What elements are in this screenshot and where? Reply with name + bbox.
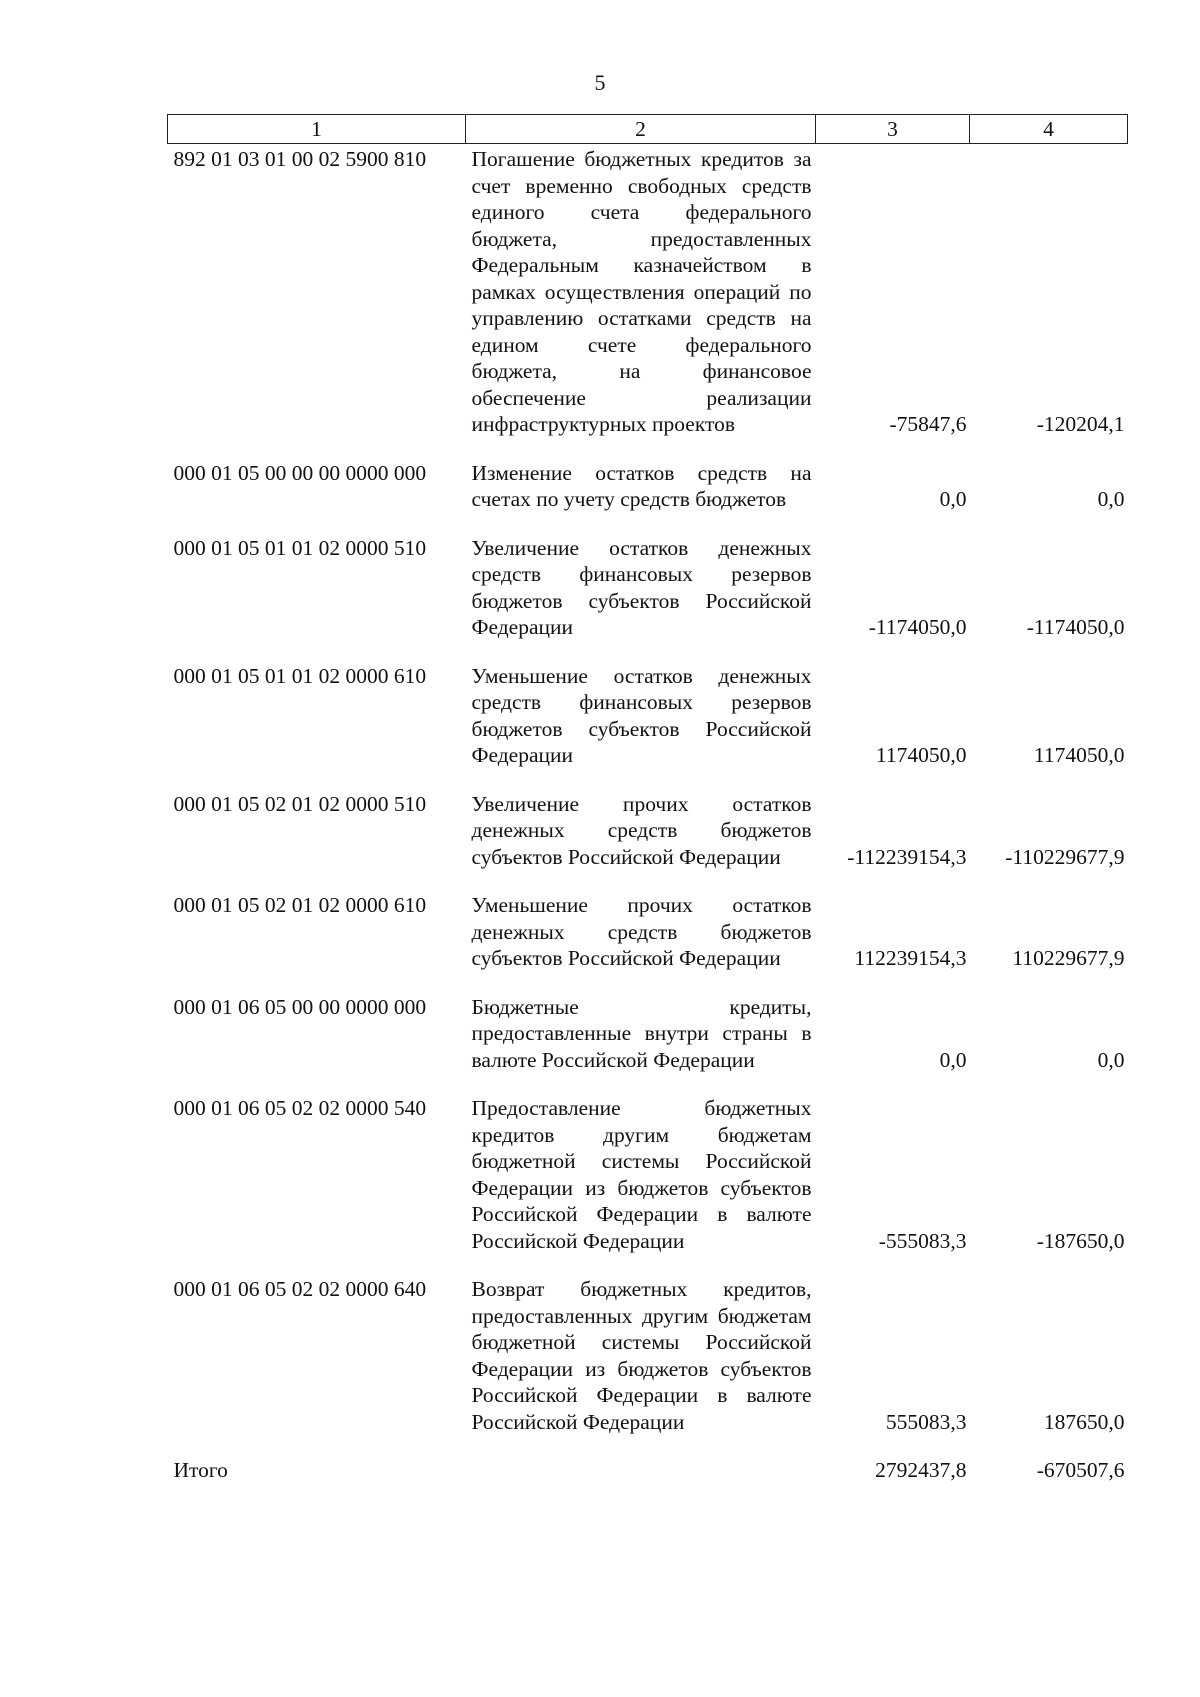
total-col3: 2792437,8 xyxy=(875,1458,967,1482)
value-col3: 0,0 xyxy=(939,487,967,511)
total-row xyxy=(168,1457,1128,1484)
budget-code: 000 01 06 05 02 02 0000 540 xyxy=(173,1096,427,1120)
value-col3: -1174050,0 xyxy=(868,615,967,639)
row-description: Бюджетные кредиты, предоставленные внутри страны в валюте Российской Федерации xyxy=(471,994,812,1072)
total-col4: -670507,6 xyxy=(1036,1458,1125,1482)
value-col3: 1174050,0 xyxy=(875,743,967,767)
budget-code: 000 01 05 02 01 02 0000 510 xyxy=(173,791,427,816)
row-description: Погашение бюджетных кредитов за счет временно свободных средств единого счета федерального бюджета, предоставленных Федеральным казначейством в рамках осуществления операций по управлению остатками средств на едином счете федерального бюджета, на финансовое обеспечение реализации инфраструктурных проектов xyxy=(471,147,812,436)
table-row xyxy=(168,1095,1128,1276)
table-row xyxy=(168,460,1128,535)
value-col3: 0,0 xyxy=(939,1047,967,1072)
row-description: Предоставление бюджетных кредитов другим бюджетам бюджетной системы Российской Федерации из бюджетов субъектов Российской Федерации в валюте Российской Федерации xyxy=(471,1096,812,1253)
value-col3: 112239154,3 xyxy=(854,946,967,970)
budget-code: 000 01 05 02 01 02 0000 610 xyxy=(173,893,427,917)
row-description: Уменьшение остатков денежных средств финансовых резервов бюджетов субъектов Российской Федерации xyxy=(471,663,812,767)
budget-code: 000 01 06 05 02 02 0000 640 xyxy=(173,1277,427,1301)
table-row xyxy=(168,663,1128,791)
row-description: Увеличение остатков денежных средств финансовых резервов бюджетов субъектов Российской Федерации xyxy=(471,535,812,639)
column-header-1: 1 xyxy=(168,115,466,144)
budget-code: 000 01 06 05 00 00 0000 000 xyxy=(173,994,427,1019)
value-col4: 187650,0 xyxy=(1043,1409,1125,1434)
row-description: Возврат бюджетных кредитов, предоставленных другим бюджетам бюджетной системы Российской Федерации из бюджетов субъектов Российской Федерации в валюте Российской Федерации xyxy=(471,1277,812,1434)
table-row xyxy=(168,892,1128,994)
budget-table xyxy=(167,114,1128,1484)
table-row xyxy=(168,994,1128,1096)
table-body xyxy=(168,144,1128,1484)
table-row xyxy=(168,535,1128,663)
budget-code: 000 01 05 01 01 02 0000 610 xyxy=(173,663,427,688)
page-number: 5 xyxy=(594,70,606,95)
row-description: Уменьшение прочих остатков денежных средств бюджетов субъектов Российской Федерации xyxy=(471,893,812,970)
table-row xyxy=(168,1276,1128,1457)
value-col4: 0,0 xyxy=(1097,1047,1125,1072)
value-col4: -110229677,9 xyxy=(1005,844,1125,869)
total-label: Итого xyxy=(173,1458,228,1482)
row-description: Изменение остатков средств на счетах по учету средств бюджетов xyxy=(471,460,812,511)
value-col4: 110229677,9 xyxy=(1012,946,1125,970)
budget-code: 892 01 03 01 00 02 5900 810 xyxy=(173,147,427,171)
table-header xyxy=(168,115,1128,144)
value-col4: -187650,0 xyxy=(1036,1228,1125,1253)
value-col4: 1174050,0 xyxy=(1033,743,1125,767)
column-header-2: 2 xyxy=(466,115,816,144)
total-description-empty xyxy=(466,1457,816,1484)
value-col3: -75847,6 xyxy=(889,412,967,436)
table-row xyxy=(168,791,1128,893)
value-col3: -555083,3 xyxy=(878,1228,967,1253)
value-col4: 0,0 xyxy=(1097,487,1125,511)
table-row xyxy=(168,144,1128,460)
value-col4: -120204,1 xyxy=(1036,412,1125,436)
row-description: Увеличение прочих остатков денежных средств бюджетов субъектов Российской Федерации xyxy=(471,791,812,869)
column-header-3: 3 xyxy=(816,115,970,144)
budget-code: 000 01 05 00 00 00 0000 000 xyxy=(173,460,427,485)
value-col4: -1174050,0 xyxy=(1026,615,1125,639)
value-col3: 555083,3 xyxy=(885,1409,967,1434)
value-col3: -112239154,3 xyxy=(847,844,967,869)
column-header-4: 4 xyxy=(970,115,1128,144)
budget-code: 000 01 05 01 01 02 0000 510 xyxy=(173,535,427,560)
